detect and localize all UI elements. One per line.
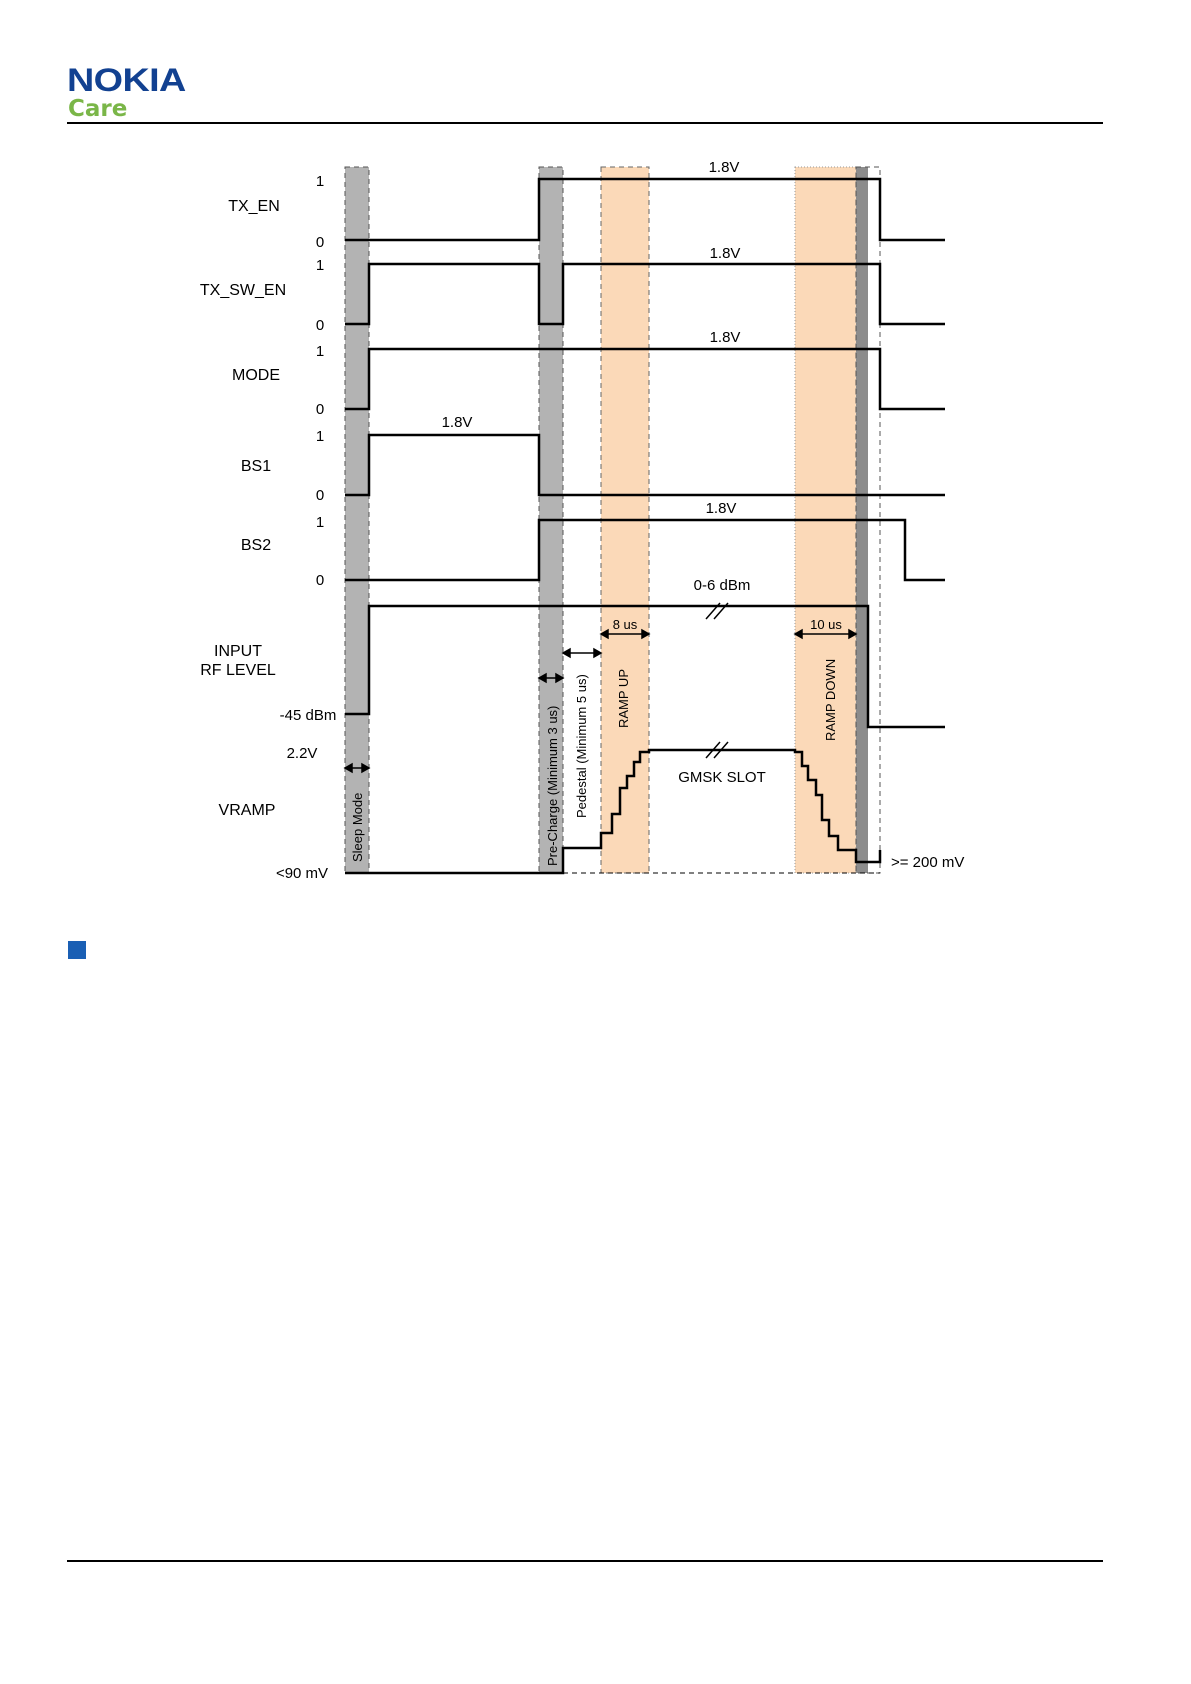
signal-input-rf-line2: RF LEVEL xyxy=(200,662,276,679)
tx-en-low: 0 xyxy=(315,234,325,251)
care-wordmark: Care xyxy=(68,96,128,122)
tx-sw-en-low: 0 xyxy=(315,317,325,334)
vramp-end-level: >= 200 mV xyxy=(891,854,965,871)
ramp-down-time: 10 us xyxy=(810,617,842,632)
ramp-up-time: 8 us xyxy=(612,617,638,632)
tx-en-high: 1 xyxy=(315,173,325,190)
phase-labels xyxy=(350,659,838,866)
signal-bs2: BS2 xyxy=(240,537,272,554)
signal-mode: MODE xyxy=(232,367,280,384)
footer-rule xyxy=(67,1560,1103,1562)
signal-bs1: BS1 xyxy=(240,458,272,475)
ramp-down-label: RAMP DOWN xyxy=(823,658,838,741)
bs2-low: 0 xyxy=(315,572,325,589)
nokia-wordmark: NOKIA xyxy=(67,62,186,98)
level-labels xyxy=(276,173,336,882)
signal-names xyxy=(200,198,286,819)
mode-high: 1 xyxy=(315,343,325,360)
signal-tx-sw-en: TX_SW_EN xyxy=(199,282,287,299)
section-bullet xyxy=(68,941,86,959)
bs2-high: 1 xyxy=(315,514,325,531)
signal-vramp: VRAMP xyxy=(218,802,276,819)
mode-level: 1.8V xyxy=(709,329,741,346)
sleep-mode-label: Sleep Mode xyxy=(350,792,365,862)
gmsk-slot-label: GMSK SLOT xyxy=(678,769,766,786)
break-marks xyxy=(706,603,728,758)
signal-input-rf-line1: INPUT xyxy=(214,643,262,660)
bs1-high: 1 xyxy=(315,428,325,445)
mode-low: 0 xyxy=(315,401,325,418)
vramp-low: <90 mV xyxy=(275,865,329,882)
precharge-label: Pre-Charge (Minimum 3 us) xyxy=(545,705,560,866)
bs1-low: 0 xyxy=(315,487,325,504)
value-annotations xyxy=(442,159,965,871)
pedestal-label: Pedestal (Minimum 5 us) xyxy=(574,674,589,818)
rf-low: -45 dBm xyxy=(279,707,337,724)
tx-sw-en-high: 1 xyxy=(315,257,325,274)
rf-level: 0-6 dBm xyxy=(693,577,751,594)
signal-tx-en: TX_EN xyxy=(228,198,280,215)
vramp-high: 2.2V xyxy=(286,745,318,762)
bs2-level: 1.8V xyxy=(705,500,737,517)
ramp-up-label: RAMP UP xyxy=(616,669,631,728)
tx-sw-en-level: 1.8V xyxy=(709,245,741,262)
bs1-level: 1.8V xyxy=(441,414,473,431)
tx-en-level: 1.8V xyxy=(708,159,740,176)
